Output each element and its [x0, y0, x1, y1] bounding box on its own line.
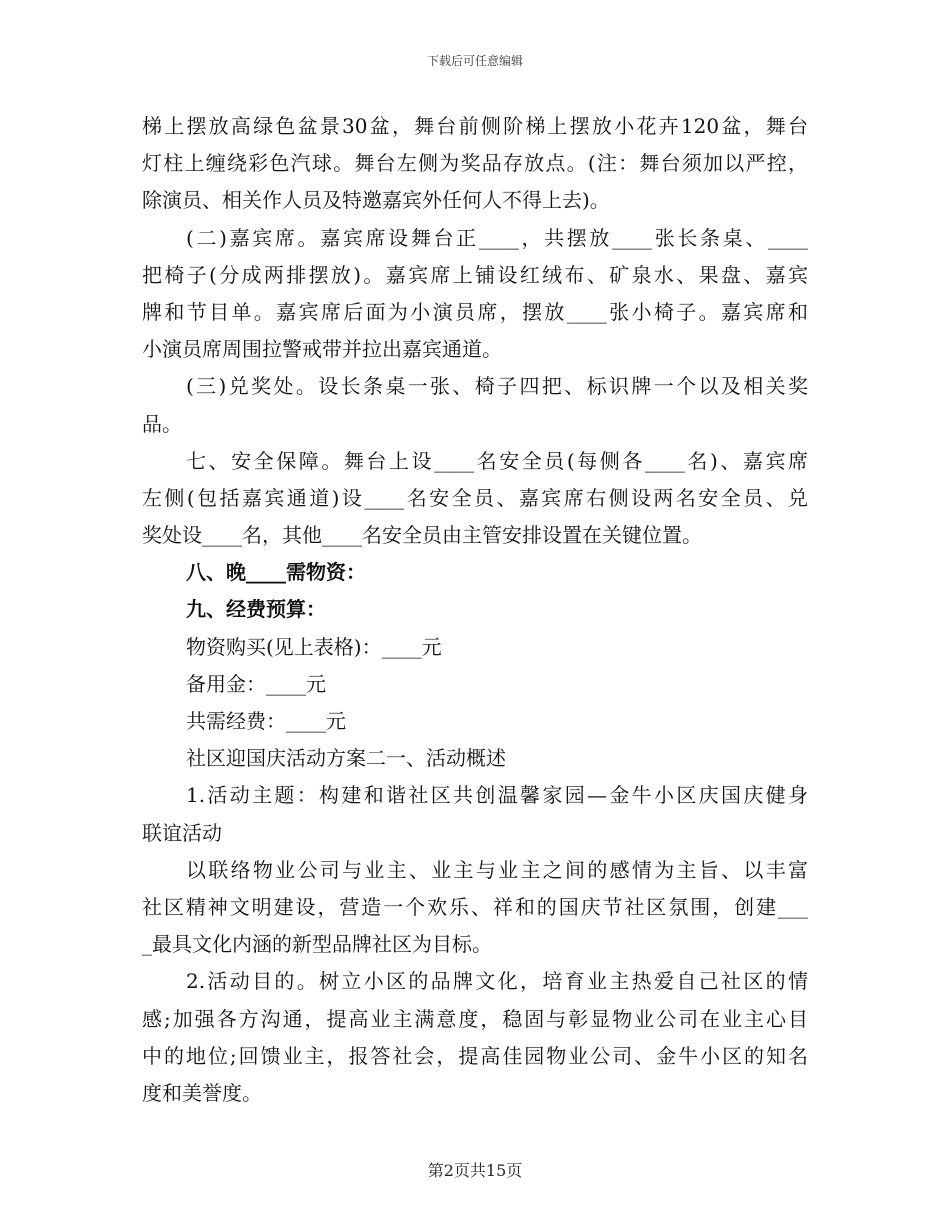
paragraph-line: 感;加强各方沟通，提高业主满意度，稳固与彰显物业公司在业主心目 — [142, 1006, 808, 1031]
paragraph-line: (三)兑奖处。设长条桌一张、椅子四把、标识牌一个以及相关奖 — [186, 374, 808, 399]
paragraph-line: 社区精神文明建设，营造一个欢乐、祥和的国庆节社区氛围，创建___ — [142, 894, 808, 919]
section-heading: 九、经费预算： — [186, 597, 326, 622]
section-heading: 八、晚____需物资： — [186, 560, 366, 585]
budget-item: 物资购买(见上表格)：____元 — [186, 634, 442, 659]
paragraph-line: 中的地位;回馈业主，报答社会，提高佳园物业公司、金牛小区的知名 — [142, 1043, 808, 1068]
section-heading-line: 七、安全保障。舞台上设____名安全员(每侧各____名)、嘉宾席 — [186, 448, 808, 473]
paragraph-line: (二)嘉宾席。嘉宾席设舞台正____，共摆放____张长条桌、____ — [186, 225, 808, 250]
paragraph-line: 联谊活动 — [142, 820, 222, 845]
paragraph-line: 2.活动目的。树立小区的品牌文化，培育业主热爱自己社区的情 — [186, 969, 808, 994]
paragraph-line: 灯柱上缠绕彩色汽球。舞台左侧为奖品存放点。(注：舞台须加以严控， — [142, 151, 808, 176]
budget-item: 共需经费：____元 — [186, 709, 346, 733]
paragraph-line: 1.活动主题：构建和谐社区共创温馨家园—金牛小区庆国庆健身 — [186, 783, 808, 808]
page-footer: 第2页共15页 — [427, 1161, 523, 1180]
paragraph-line: 小演员席周围拉警戒带并拉出嘉宾通道。 — [142, 337, 502, 362]
paragraph-line: 以联络物业公司与业主、业主与业主之间的感情为主旨、以丰富 — [186, 857, 808, 882]
paragraph-line: 左侧(包括嘉宾通道)设____名安全员、嘉宾席右侧设两名安全员、兑 — [142, 485, 808, 510]
paragraph-line: _最具文化内涵的新型品牌社区为目标。 — [142, 932, 492, 957]
paragraph-line: 除演员、相关作人员及特邀嘉宾外任何人不得上去)。 — [142, 188, 610, 213]
paragraph-line: 牌和节目单。嘉宾席后面为小演员席，摆放____张小椅子。嘉宾席和 — [142, 299, 808, 324]
paragraph-line: 奖处设____名，其他____名安全员由主管安排设置在关键位置。 — [142, 523, 702, 548]
paragraph-line: 品。 — [142, 411, 182, 436]
paragraph-line: 度和美誉度。 — [142, 1080, 262, 1105]
paragraph-line: 梯上摆放高绿色盆景30盆，舞台前侧阶梯上摆放小花卉120盆，舞台 — [142, 114, 808, 138]
paragraph-line: 社区迎国庆活动方案二一、活动概述 — [186, 746, 506, 771]
document-body — [142, 108, 808, 1112]
page-header: 下载后可任意编辑 — [426, 54, 523, 68]
budget-item: 备用金：____元 — [186, 671, 326, 696]
paragraph-line: 把椅子(分成两排摆放)。嘉宾席上铺设红绒布、矿泉水、果盘、嘉宾 — [142, 262, 808, 287]
